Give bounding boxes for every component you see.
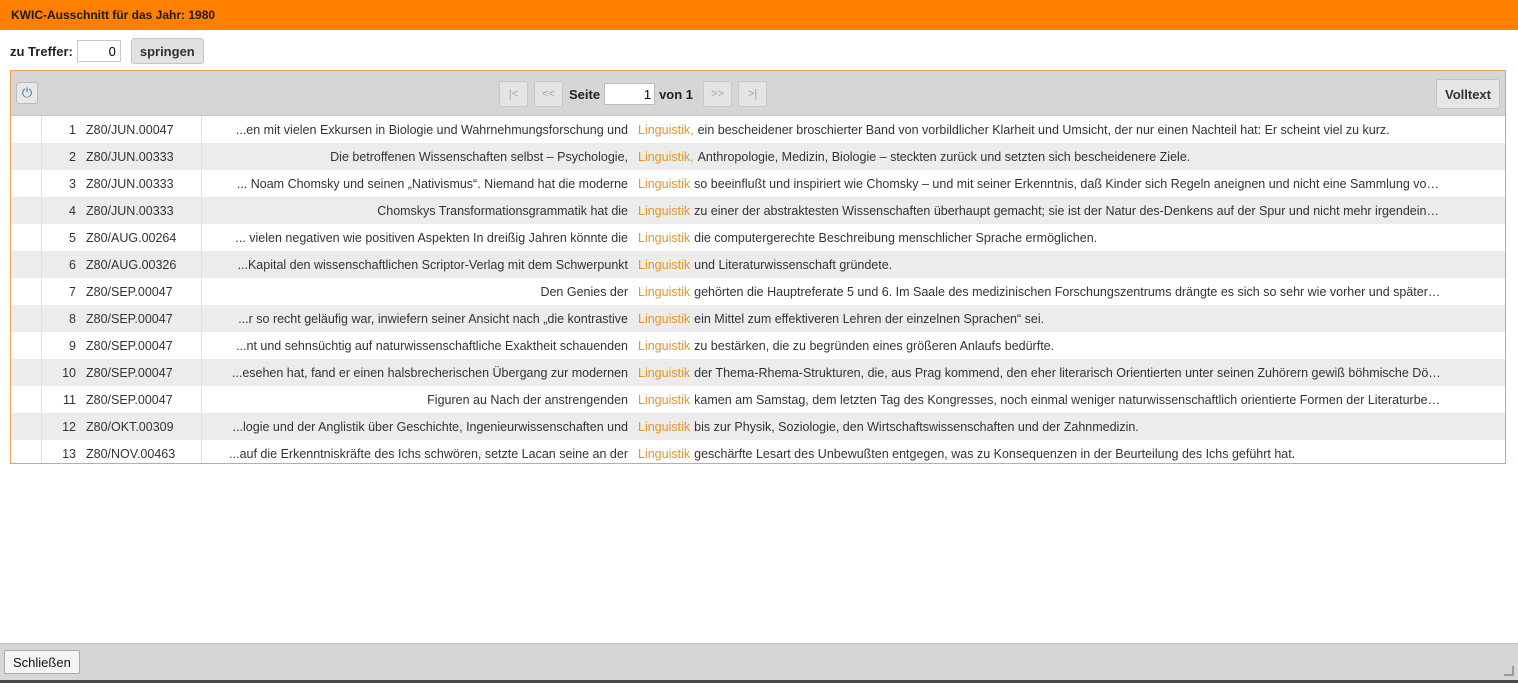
keyword-match: Linguistik [638, 446, 691, 461]
keyword-right-context-cell [634, 413, 1505, 440]
document-id-cell: Z80/SEP.00047 [80, 359, 201, 386]
keyword-right-context-cell [634, 224, 1505, 251]
row-number-cell: 5 [41, 224, 80, 251]
jump-bar [0, 38, 204, 64]
row-number-cell: 6 [41, 251, 80, 278]
prev-page-button[interactable]: << [534, 81, 563, 107]
row-selector-cell [11, 386, 41, 413]
row-number-cell: 3 [41, 170, 80, 197]
keyword-match: Linguistik [638, 257, 691, 272]
keyword-match: Linguistik [638, 338, 691, 353]
left-context-cell: ...Kapital den wissenschaftlichen Scriptor-Verlag mit dem Schwerpunkt [201, 251, 634, 278]
document-id-cell: Z80/SEP.00047 [80, 386, 201, 413]
right-context: kamen am Samstag, dem letzten Tag des Kongresses, noch einmal weniger naturwissenschaftlich orientierte Formen der Literaturbe… [694, 392, 1441, 407]
row-selector-cell [11, 251, 41, 278]
right-context: Anthropologie, Medizin, Biologie – steckten zurück und setzten sich bescheidenere Ziele. [697, 149, 1191, 164]
row-number-cell: 12 [41, 413, 80, 440]
table-row[interactable] [11, 359, 1505, 386]
last-page-button[interactable]: >| [738, 81, 767, 107]
document-id-cell: Z80/AUG.00264 [80, 224, 201, 251]
right-context: die computergerechte Beschreibung menschlicher Sprache ermöglichen. [694, 230, 1098, 245]
document-id-cell: Z80/SEP.00047 [80, 332, 201, 359]
page-number-input[interactable] [604, 83, 655, 105]
keyword-right-context-cell [634, 440, 1505, 464]
keyword-right-context-cell [634, 278, 1505, 305]
table-row[interactable] [11, 440, 1505, 464]
left-context-cell: ...nt und sehnsüchtig auf naturwissenschaftliche Exaktheit schauenden [201, 332, 634, 359]
keyword-match: Linguistik [638, 203, 691, 218]
document-id-cell: Z80/OKT.00309 [80, 413, 201, 440]
table-row[interactable] [11, 386, 1505, 413]
footer-bar [0, 643, 1518, 680]
document-id-cell: Z80/NOV.00463 [80, 440, 201, 464]
page-label: Seite [569, 86, 601, 102]
kwic-grid [10, 70, 1506, 464]
keyword-right-context-cell [634, 332, 1505, 359]
document-id-cell: Z80/JUN.00333 [80, 197, 201, 224]
keyword-right-context-cell [634, 386, 1505, 413]
row-selector-cell [11, 440, 41, 464]
keyword-right-context-cell [634, 251, 1505, 278]
pager-toolbar [11, 71, 1505, 116]
left-context-cell: Chomskys Transformationsgrammatik hat die [201, 197, 634, 224]
refresh-button[interactable] [16, 82, 38, 104]
table-row[interactable] [11, 116, 1505, 143]
row-number-cell: 4 [41, 197, 80, 224]
table-row[interactable] [11, 413, 1505, 440]
keyword-match: Linguistik [638, 419, 691, 434]
right-context: und Literaturwissenschaft gründete. [694, 257, 893, 272]
table-row[interactable] [11, 332, 1505, 359]
keyword-match: Linguistik [638, 230, 691, 245]
table-row[interactable] [11, 197, 1505, 224]
kwic-table [11, 116, 1506, 464]
row-number-cell: 9 [41, 332, 80, 359]
keyword-right-context-cell [634, 359, 1505, 386]
right-context: geschärfte Lesart des Unbewußten entgegen, was zu Konsequenzen in der Beurteilung des Ichs geführt hat. [694, 446, 1296, 461]
left-context-cell: ... Noam Chomsky und seinen „Nativismus“. Niemand hat die moderne [201, 170, 634, 197]
row-selector-cell [11, 143, 41, 170]
dialog-title: KWIC-Ausschnitt für das Jahr: 1980 [0, 0, 1518, 30]
keyword-match: Linguistik, [638, 149, 694, 164]
jump-label: zu Treffer: [10, 43, 73, 59]
first-page-button[interactable]: |< [499, 81, 528, 107]
row-number-cell: 7 [41, 278, 80, 305]
right-context: ein Mittel zum effektiveren Lehren der einzelnen Sprachen“ sei. [694, 311, 1045, 326]
hit-number-input[interactable] [77, 40, 121, 62]
right-context: zu bestärken, die zu begründen eines größeren Anlaufs bedürfte. [694, 338, 1055, 353]
row-selector-cell [11, 305, 41, 332]
row-selector-cell [11, 170, 41, 197]
table-row[interactable] [11, 278, 1505, 305]
row-selector-cell [11, 116, 41, 143]
row-selector-cell [11, 413, 41, 440]
row-selector-cell [11, 332, 41, 359]
table-row[interactable] [11, 305, 1505, 332]
left-context-cell: ... vielen negativen wie positiven Aspekten In dreißig Jahren könnte die [201, 224, 634, 251]
keyword-match: Linguistik [638, 392, 691, 407]
table-row[interactable] [11, 170, 1505, 197]
document-id-cell: Z80/SEP.00047 [80, 305, 201, 332]
table-row[interactable] [11, 251, 1505, 278]
keyword-match: Linguistik, [638, 122, 694, 137]
row-number-cell: 1 [41, 116, 80, 143]
document-id-cell: Z80/JUN.00333 [80, 143, 201, 170]
row-number-cell: 2 [41, 143, 80, 170]
close-button[interactable]: Schließen [4, 650, 80, 674]
keyword-right-context-cell [634, 197, 1505, 224]
row-number-cell: 8 [41, 305, 80, 332]
right-context: so beeinflußt und inspiriert wie Chomsky – und mit seiner Erkenntnis, daß Kinder sich Regeln aneignen und nicht eine Sammlung vo… [694, 176, 1439, 191]
left-context-cell: Den Genies der [201, 278, 634, 305]
left-context-cell: ...auf die Erkenntniskräfte des Ichs schwören, setzte Lacan seine an der [201, 440, 634, 464]
row-number-cell: 10 [41, 359, 80, 386]
keyword-right-context-cell [634, 143, 1505, 170]
page-count: von 1 [659, 86, 694, 102]
left-context-cell: ...esehen hat, fand er einen halsbrecherischen Übergang zur modernen [201, 359, 634, 386]
row-number-cell: 11 [41, 386, 80, 413]
keyword-right-context-cell [634, 305, 1505, 332]
keyword-match: Linguistik [638, 311, 691, 326]
keyword-right-context-cell [634, 170, 1505, 197]
document-id-cell: Z80/JUN.00333 [80, 170, 201, 197]
left-context-cell: ...r so recht geläufig war, inwiefern seiner Ansicht nach „die kontrastive [201, 305, 634, 332]
document-id-cell: Z80/JUN.00047 [80, 116, 201, 143]
right-context: ein bescheidener broschierter Band von vorbildlicher Klarheit und Umsicht, der nur einen Nachteil hat: Er scheint viel zu kurz. [697, 122, 1390, 137]
jump-button[interactable]: springen [131, 38, 204, 64]
row-selector-cell [11, 197, 41, 224]
row-selector-cell [11, 359, 41, 386]
row-number-cell: 13 [41, 440, 80, 464]
left-context-cell: Die betroffenen Wissenschaften selbst – Psychologie, [201, 143, 634, 170]
keyword-right-context-cell [634, 116, 1505, 143]
right-context: der Thema-Rhema-Strukturen, die, aus Prag kommend, den eher literarisch Orientierten unter seinen Zuhörern gewiß böhmische Dö… [694, 365, 1441, 380]
document-id-cell: Z80/SEP.00047 [80, 278, 201, 305]
right-context: zu einer der abstraktesten Wissenschaften überhaupt gemacht; sie ist der Natur des-Denkens auf der Spur und nicht mehr irgendein… [694, 203, 1439, 218]
right-context: gehörten die Hauptreferate 5 und 6. Im Saale des medizinischen Forschungszentrums drängte es sich so sehr wie vorher und später… [694, 284, 1441, 299]
row-selector-cell [11, 278, 41, 305]
keyword-match: Linguistik [638, 176, 691, 191]
resize-grip-icon[interactable] [1504, 666, 1514, 676]
table-row[interactable] [11, 143, 1505, 170]
pager-controls [499, 81, 767, 107]
document-id-cell: Z80/AUG.00326 [80, 251, 201, 278]
left-context-cell: ...logie und der Anglistik über Geschichte, Ingenieurwissenschaften und [201, 413, 634, 440]
row-selector-cell [11, 224, 41, 251]
refresh-icon: ⏻ [21, 85, 33, 100]
keyword-match: Linguistik [638, 365, 691, 380]
left-context-cell: Figuren au Nach der anstrengenden [201, 386, 634, 413]
right-context: bis zur Physik, Soziologie, den Wirtschaftswissenschaften und der Zahnmedizin. [694, 419, 1139, 434]
volltext-button[interactable]: Volltext [1436, 79, 1500, 109]
keyword-match: Linguistik [638, 284, 691, 299]
table-row[interactable] [11, 224, 1505, 251]
left-context-cell: ...en mit vielen Exkursen in Biologie und Wahrnehmungsforschung und [201, 116, 634, 143]
next-page-button[interactable]: >> [703, 81, 732, 107]
